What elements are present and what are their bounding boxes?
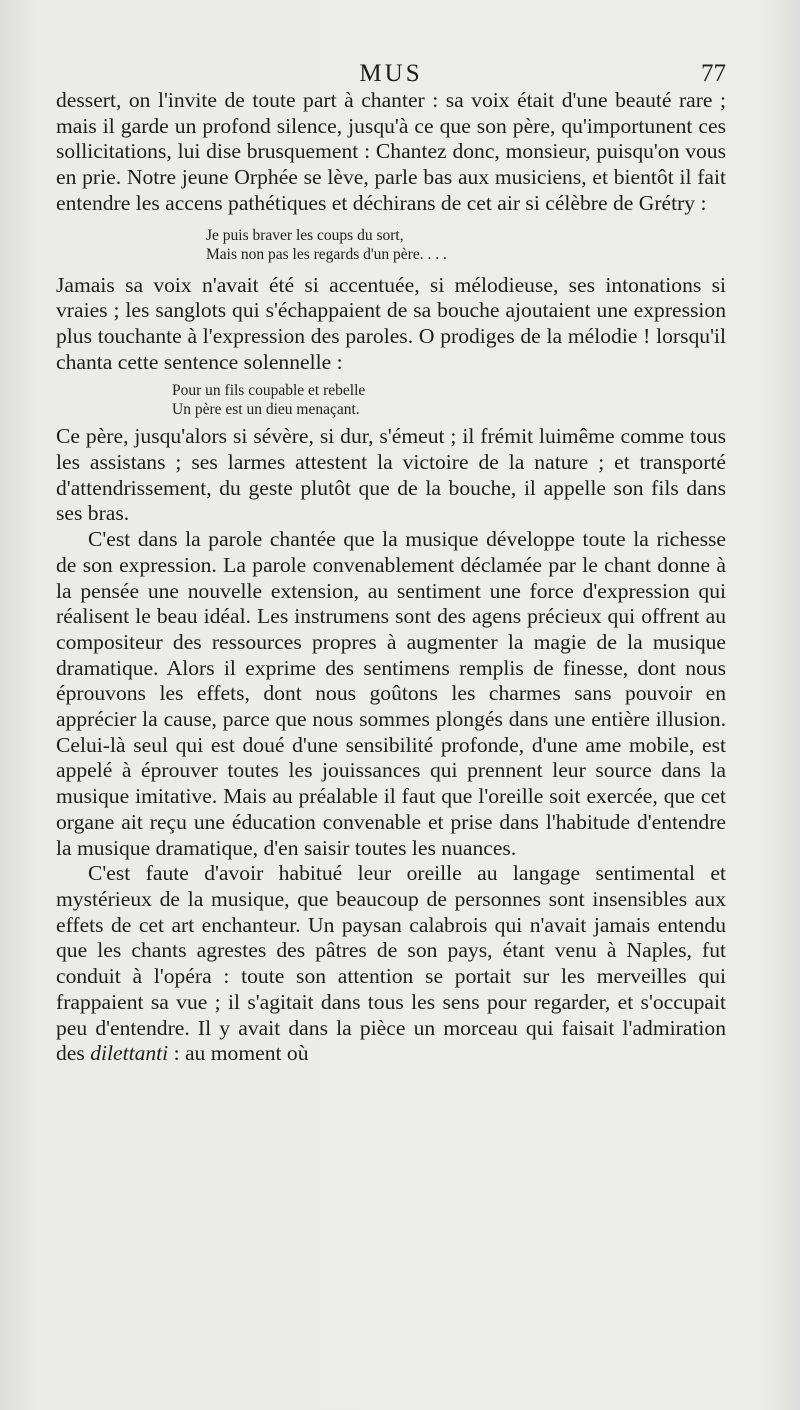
verse-quote-2 — [56, 375, 726, 424]
verse-line: Je puis braver les coups du sort, — [206, 226, 404, 244]
page-number: 77 — [701, 60, 726, 87]
paragraph-4: C'est dans la parole chantée que la musique développe toute la richesse de son expression. La parole convenablement déclamée par le chant donne à la pensée une nouvelle extension, au sentiment une force d'expression qui réalisent le beau idéal. Les instrumens sont des agens précieux qui offrent au compositeur des ressources propres à augmenter la magie de la musique dramatique. Alors il exprime des sentimens remplis de finesse, dont nous éprouvons les effets, dont nous goûtons les charmes sans pouvoir en apprécier la cause, parce que nous sommes plongés dans une entière illusion. Celui-là seul qui est doué d'une sensibilité profonde, d'une ame mobile, est appelé à éprouver toutes les jouissances qui prennent leur source dans la musique imitative. Mais au préalable il faut que l'oreille soit exercée, que cet organe ait reçu une éducation convenable et prise dans l'habitude d'entendre la musique dramatique, d'en saisir toutes les nuances. — [56, 527, 726, 860]
paragraph-5 — [56, 861, 726, 1067]
body-text — [56, 88, 726, 1067]
paragraph-5-end: : au moment où — [168, 1041, 309, 1066]
paragraph-1: dessert, on l'invite de toute part à chanter : sa voix était d'une beauté rare ; mais il garde un profond silence, jusqu'à ce que son père, qu'importunent ces sollicitations, lui dise brusquement : Chantez donc, monsieur, puisqu'on vous en prie. Notre jeune Orphée se lève, parle bas aux musiciens, et bientôt il fait entendre les accens pathétiques et déchirans de cet air si célèbre de Grétry : — [56, 88, 726, 215]
verse-line: Un père est un dieu menaçant. — [172, 401, 360, 419]
paragraph-5-text: C'est faute d'avoir habitué leur oreille au langage sentimental et mystérieux de la musique, que beaucoup de personnes sont insensibles aux effets de cet art enchanteur. Un paysan calabrois qui n'avait jamais entendu que les chants agrestes des pâtres de son pays, étant venu à Naples, fut conduit à l'opéra : toute son attention se portait sur les merveilles qui frappaient sa vue ; il s'agitait dans tous les sens pour regarder, et s'occupait peu d'entendre. Il y avait dans la pièce un morceau qui faisait l'admiration des — [56, 861, 726, 1066]
paragraph-2: Jamais sa voix n'avait été si accentuée, si mélodieuse, ses intonations si vraies ; les sanglots qui s'échappaient de sa bouche ajoutaient une expression plus touchante à l'expression des paroles. O prodiges de la mélodie ! lorsqu'il chanta cette sentence solennelle : — [56, 272, 726, 374]
verse-quote-1 — [56, 217, 726, 273]
verse-line: Pour un fils coupable et rebelle — [172, 382, 366, 400]
running-head: MUS — [359, 60, 423, 87]
italic-term: dilettanti — [90, 1041, 169, 1066]
verse-line: Mais non pas les regards d'un père. . . . — [206, 245, 447, 263]
paragraph-3: Ce père, jusqu'alors si sévère, si dur, s'émeut ; il frémit luimême comme tous les assistans ; ses larmes attestent la victoire de la nature ; et transporté d'attendrissement, du geste plutôt que de la bouche, il appelle son fils dans ses bras. — [56, 424, 726, 526]
